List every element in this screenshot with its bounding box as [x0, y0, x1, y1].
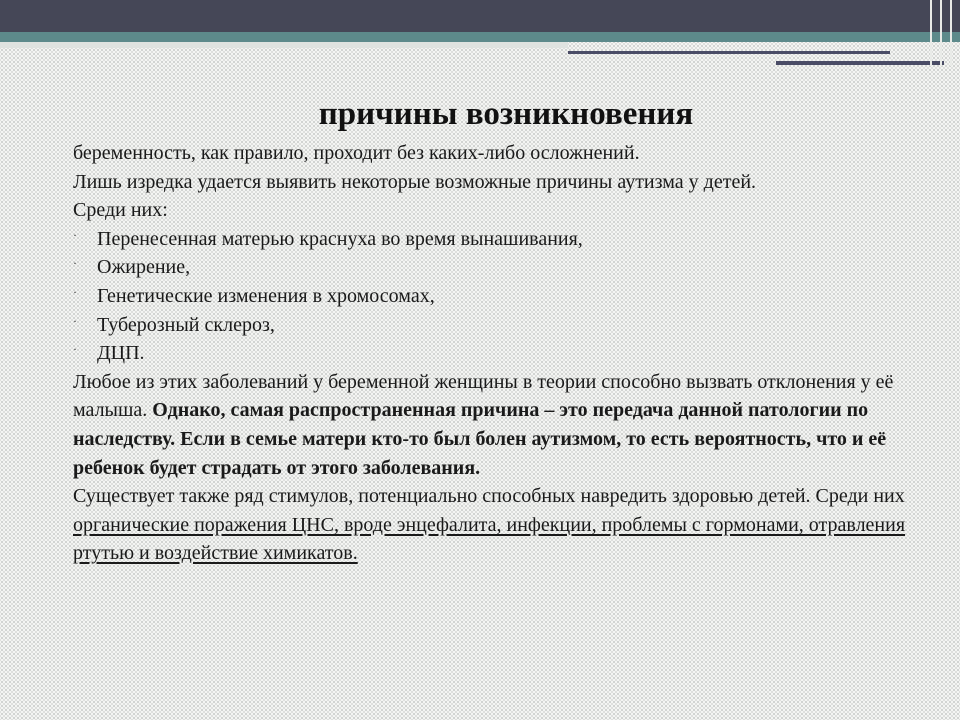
stimuli-paragraph: [73, 482, 933, 568]
accent-line: [568, 51, 890, 54]
paragraph-text: Любое из этих заболеваний у беременной женщины в теории способно вызвать отклонения у её малыша.: [73, 370, 894, 422]
heredity-paragraph: [73, 368, 933, 482]
list-item: [73, 282, 933, 311]
list-item-text: Генетические изменения в хромосомах,: [97, 284, 435, 307]
intro-line: Среди них:: [73, 199, 168, 222]
list-item-text: Перенесенная матерью краснуха во время вынашивания,: [97, 227, 583, 250]
accent-line: [776, 61, 944, 65]
header-light-strip: [0, 42, 568, 48]
bullet-icon: ·: [73, 342, 77, 357]
decorative-line: [940, 0, 942, 66]
paragraph-text: Существует также ряд стимулов, потенциально способных навредить здоровью детей. Среди них: [73, 485, 905, 508]
intro-line: беременность, как правило, проходит без каких-либо осложнений.: [73, 142, 640, 164]
list-item: [73, 339, 933, 368]
list-item: [73, 311, 933, 340]
underlined-link-text[interactable]: органические поражения ЦНС, вроде энцефалита, инфекции, проблемы с гормонами, отравления ртутью и воздействие химикатов.: [73, 513, 906, 565]
list-item-text: Туберозный склероз,: [97, 313, 275, 336]
header-teal-band: [0, 32, 960, 42]
intro-line: Лишь изредка удается выявить некоторые возможные причины аутизма у детей.: [73, 170, 757, 193]
list-item-text: Ожирение,: [97, 256, 191, 279]
decorative-line: [950, 0, 952, 66]
list-item: [73, 253, 933, 282]
bullet-icon: ·: [73, 313, 77, 328]
list-item-text: ДЦП.: [97, 342, 145, 365]
bullet-icon: ·: [73, 256, 77, 271]
slide-title: причины возникновения: [318, 96, 694, 132]
decorative-line: [930, 0, 932, 66]
causes-list: [73, 225, 933, 368]
slide-content: [73, 139, 933, 568]
bullet-icon: ·: [73, 284, 77, 299]
bullet-icon: ·: [73, 227, 77, 242]
bold-emphasis-text: Однако, самая распространенная причина – это передача данной патологии по наследству. Если в семье матери кто-то был болен аутизмом, то есть вероятность, что и её ребенок будет страдать от этого заболевания.: [73, 399, 887, 479]
list-item: [73, 225, 933, 254]
header-bar: [0, 0, 960, 32]
